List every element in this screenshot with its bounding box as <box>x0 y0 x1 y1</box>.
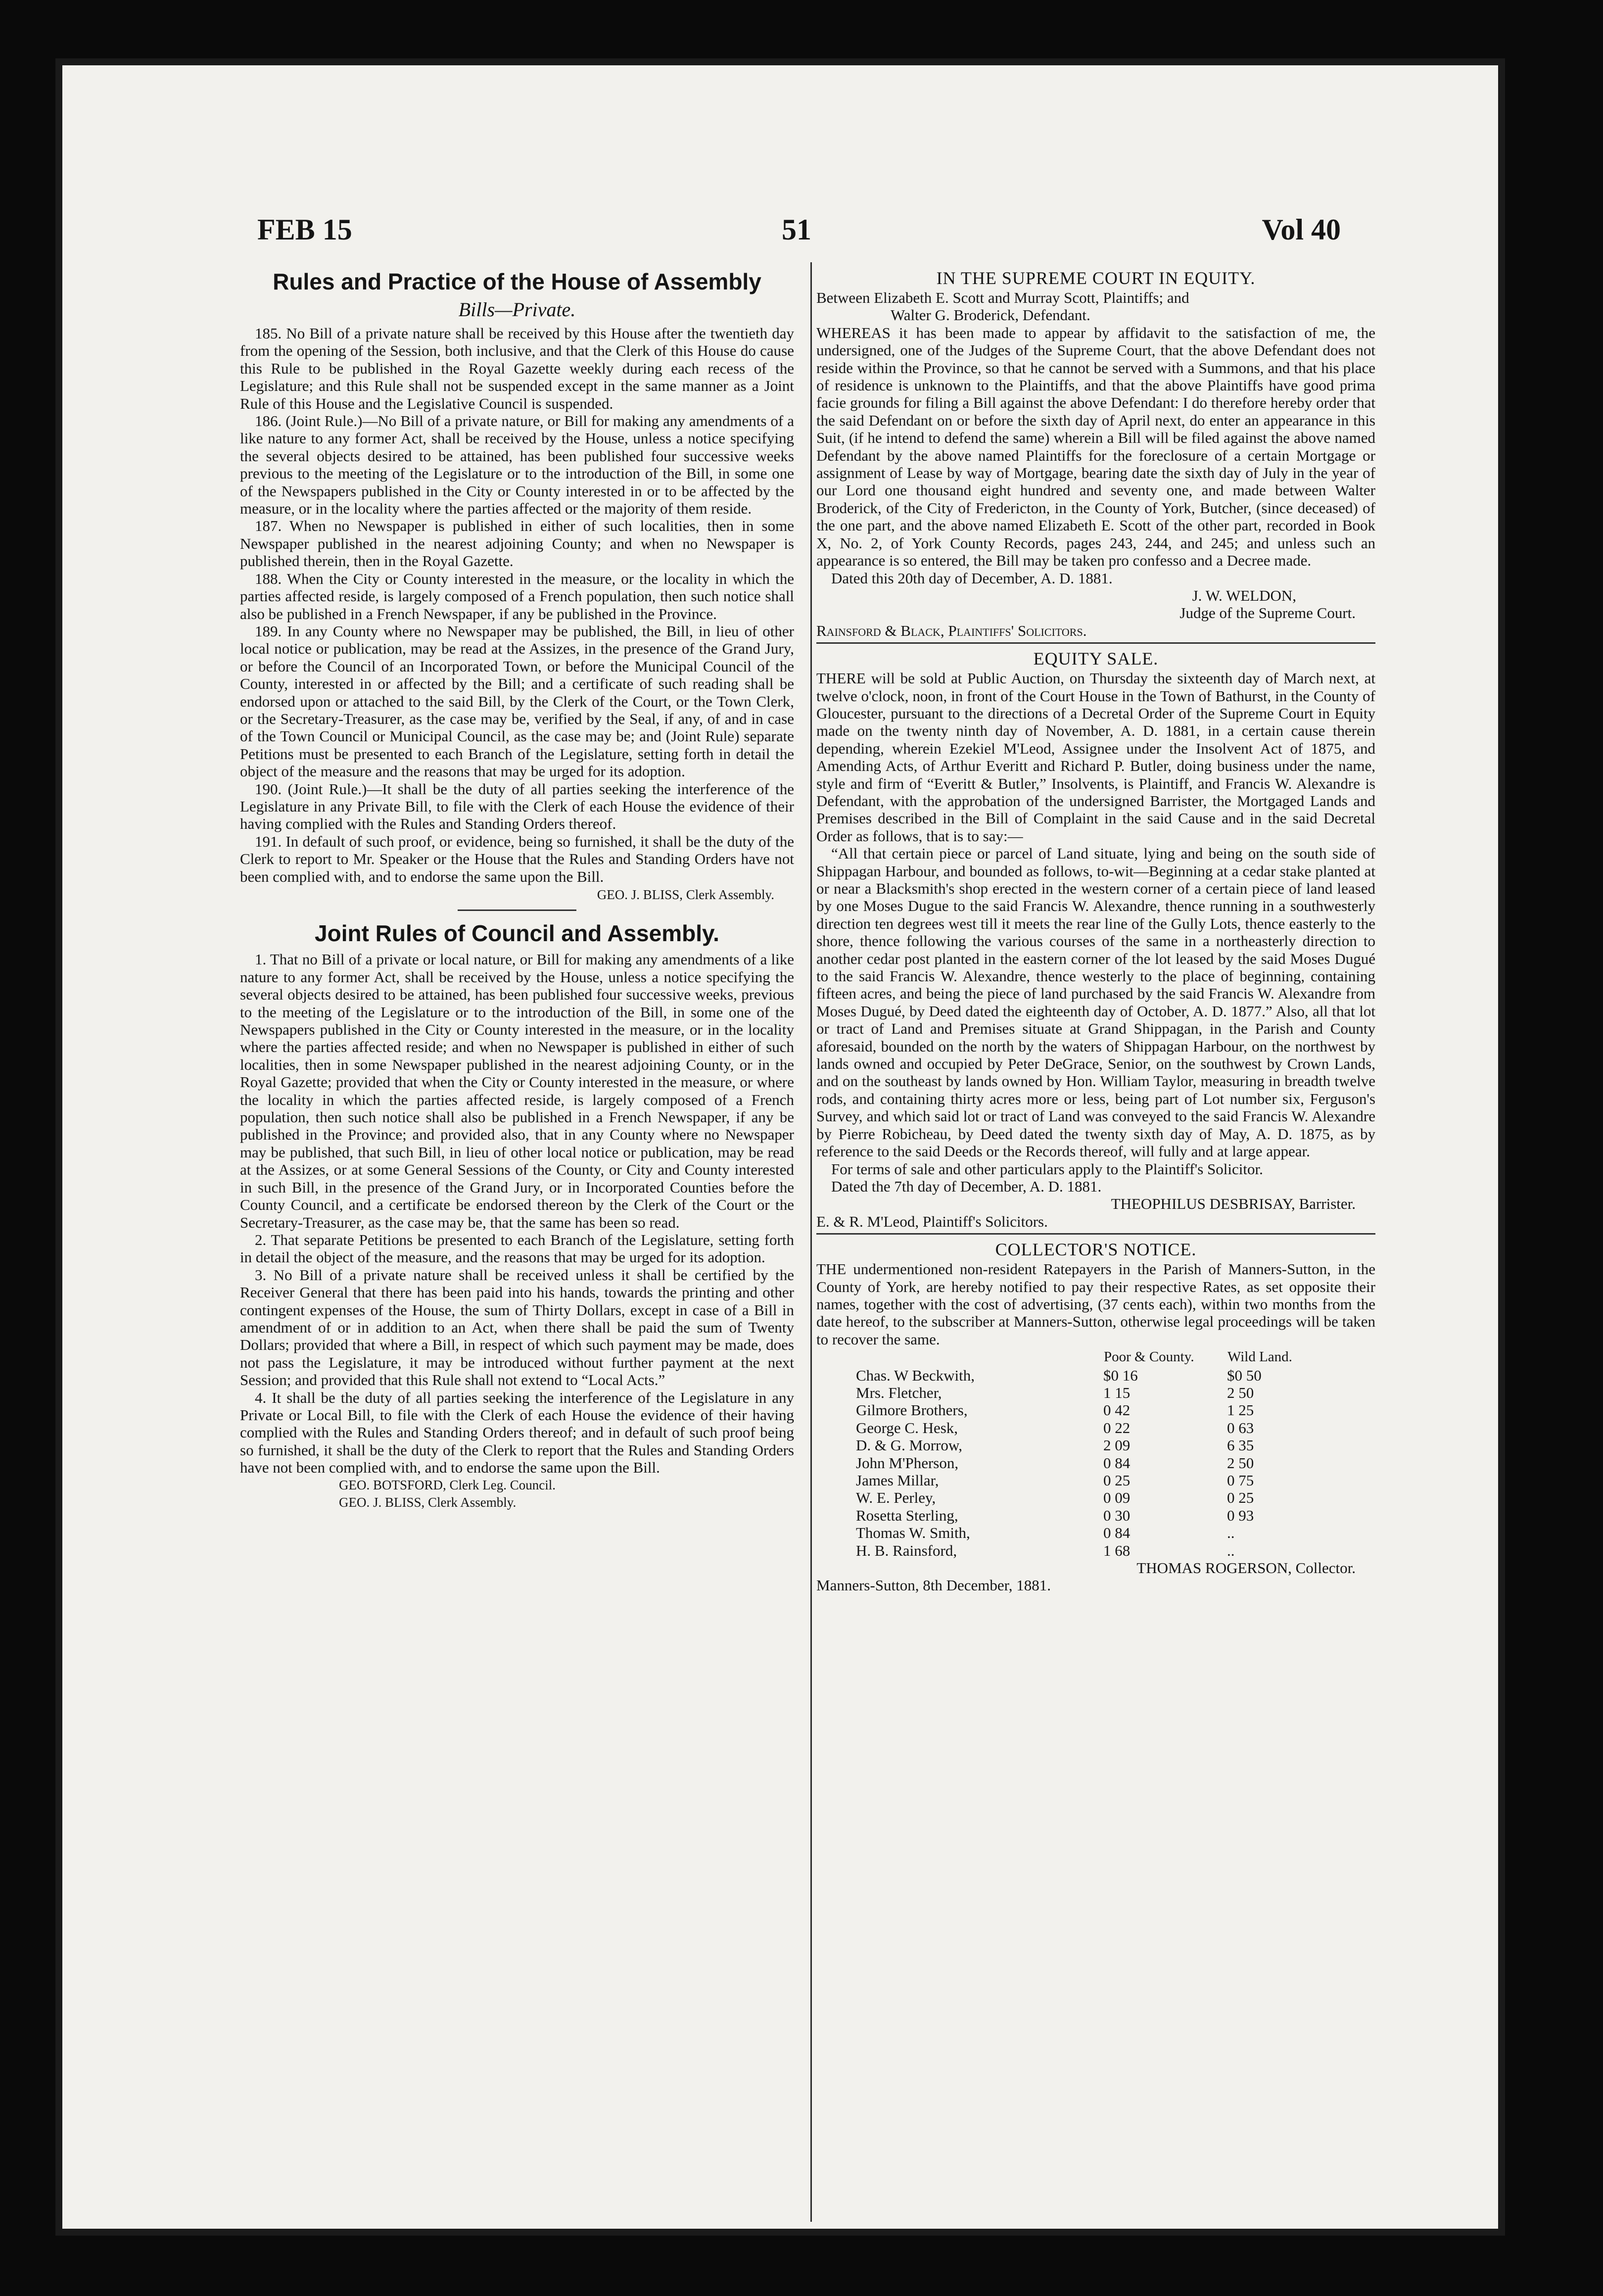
collector-dated: Manners-Sutton, 8th December, 1881. <box>816 1577 1051 1594</box>
ratepayer-row <box>856 1384 1336 1401</box>
joint-rule-paragraph: 4. It shall be the duty of all parties seeking the interference of the Legislature in any Private or Local Bill, to file with the Clerk of each House the evidence of their having complied with the Rules and Standing Orders thereof; and in default of such proof being so furnished, it shall be the duty of the Clerk to report that the Rules and Standing Orders have not been complied with, and to endorse the same upon the Bill. <box>240 1388 794 1477</box>
court-parties-defendant: Walter G. Broderick, Defendant. <box>891 306 1090 324</box>
ratepayer-name: H. B. Rainsford, <box>856 1541 957 1559</box>
ratepayer-row <box>856 1489 1336 1506</box>
court-body: WHEREAS it has been made to appear by affidavit to the satisfaction of me, the undersigned, one of the Judges of the Supreme Court, that the above Defendant does not reside within the Province, so that he cannot be served with a Summons, and that his place of residence is unknown to the Plaintiffs, and that the above Plaintiffs have good prima facie grounds for filing a Bill against the above Defendant: I do therefore hereby order that the said Defendant on or before the sixth day of April next, do enter an appearance in this Suit, (if he intend to defend the same) wherein a Bill will be filed against the above named Defendant by the above named Plaintiffs for the foreclosure of a certain Mortgage or assignment of Lease by way of Mortgage, bearing date the sixth day of July in the year of our Lord one thousand eight hundred and seventy one, and made between Walter Broderick, of the City of Fredericton, in the County of York, Butcher, (since deceased) of the one part, and the above named Elizabeth E. Scott of the other part, recorded in Book X, No. 2, of York County Records, pages 243, 244, and 245; and unless such an appearance is so entered, the Bill may be taken pro confesso and a Decree made. <box>816 324 1375 570</box>
column-divider <box>810 262 812 2222</box>
equity-barrister: THEOPHILUS DESBRISAY, Barrister. <box>1111 1195 1356 1213</box>
joint-rule-paragraph: 3. No Bill of a private nature shall be received unless it shall be certified by the Receiver General that there has been paid into his hands, towards the printing and other contingent expenses of the House, the sum of Thirty Dollars, except in case of a Bill in amendment of or in addition to an Act, when there shall be paid the sum of Twenty Dollars; provided that where a Bill, in respect of which such payment may be made, does not pass the Legislature, it may be introduced without further payment at the next Session; and provided that this Rule shall not extend to “Local Acts.” <box>240 1266 794 1389</box>
ratepayer-name: John M'Pherson, <box>856 1454 959 1472</box>
court-dated: Dated this 20th day of December, A. D. 1881. <box>831 569 1113 587</box>
court-parties: Between Elizabeth E. Scott and Murray Scott, Plaintiffs; and <box>816 289 1189 306</box>
joint-rules-title: Joint Rules of Council and Assembly. <box>315 920 719 947</box>
court-judge-title: Judge of the Supreme Court. <box>1179 604 1356 622</box>
poor-county-rate: 0 25 <box>1103 1472 1131 1489</box>
equity-body: THERE will be sold at Public Auction, on Thursday the sixteenth day of March next, at twelve o'clock, noon, in front of the Court House in the Town of Bathurst, in the County of Gloucester, pursuant to the directions of a Decretal Order of the Supreme Court in Equity made on the twenty ninth day of November, A. D. 1881, in a certain cause therein depending, wherein Ezekiel M'Leod, Assignee under the Insolvent Act of 1875, and Amending Acts, of Arthur Everitt and Richard P. Butler, doing business under the name, style and firm of “Everitt & Butler,” Insolvents, is Plaintiff, and Francis W. Alexandre is Defendant, with the approbation of the undersigned Barrister, the Mortgaged Lands and Premises described in the Bill of Complaint in the said Cause and in the said Decretal Order as follows, that is to say:— <box>816 670 1375 845</box>
joint-signature-assembly: GEO. J. BLISS, Clerk Assembly. <box>339 1495 517 1510</box>
section-rule <box>458 909 576 911</box>
ratepayer-row <box>856 1436 1336 1454</box>
ratepayer-row <box>856 1419 1336 1436</box>
ratepayer-name: Thomas W. Smith, <box>856 1524 970 1542</box>
rule-paragraph: 185. No Bill of a private nature shall be received by this House after the twentieth day from the opening of the Session, both inclusive, and that the Clerk of this House do cause this Rule to be published in the Royal Gazette weekly during each recess of the Legislature; and this Rule shall not be suspended except in the same manner as a Joint Rule of this House and the Legislative Council is suspended. <box>240 325 794 412</box>
poor-county-rate: 0 30 <box>1103 1506 1131 1524</box>
court-judge: J. W. WELDON, <box>1192 586 1296 604</box>
ratepayer-name: D. & G. Morrow, <box>856 1436 962 1454</box>
wild-land-rate: 0 75 <box>1227 1472 1254 1489</box>
ratepayer-row <box>856 1507 1336 1524</box>
section-rule <box>816 1233 1375 1235</box>
poor-county-rate: 0 84 <box>1103 1524 1131 1542</box>
ratepayer-row <box>856 1454 1336 1472</box>
collector-body: THE undermentioned non-resident Ratepayers in the Parish of Manners-Sutton, in the County of York, are hereby notified to pay their respective Rates, as set opposite their names, together with the cost of advertising, (37 cents each), within two months from the date hereof, to the subscriber at Manners-Sutton, otherwise legal proceedings will be taken to recover the same. <box>816 1260 1375 1348</box>
wild-land-rate: .. <box>1227 1524 1235 1542</box>
poor-county-rate: 0 84 <box>1103 1454 1131 1472</box>
court-solicitors: Rainsford & Black, Plaintiffs' Solicitors. <box>816 622 1087 639</box>
ratepayer-row <box>856 1401 1336 1419</box>
wild-land-rate: 0 25 <box>1227 1489 1254 1507</box>
joint-rule-paragraph: 2. That separate Petitions be presented to each Branch of the Legislature, setting forth in detail the object of the measure, and the reasons that may be urged for its adoption. <box>240 1231 794 1266</box>
court-title: IN THE SUPREME COURT IN EQUITY. <box>936 268 1256 288</box>
poor-county-rate: 0 42 <box>1103 1401 1131 1419</box>
rule-paragraph: 189. In any County where no Newspaper may be published, the Bill, in lieu of other local notice or publication, may be read at the Assizes, in the presence of the Grand Jury, or before the Council of an Incorporated Town, or before the Municipal Council of the County, interested in or affected by the Bill; and a certificate of such reading shall be endorsed upon or attached to the said Bill, by the Clerk of the Court, or the Town Clerk, or the Secretary-Treasurer, as the case may be, verified by the Seal, if any, of and in case of the Town Council or Municipal Council, as the case may be; and (Joint Rule) separate Petitions must be presented to each Branch of the Legislature, setting forth in detail the object of the measure and the reasons that may be urged for its adoption. <box>240 622 794 780</box>
rule-paragraph: 187. When no Newspaper is published in either of such localities, then in some Newspaper published in the nearest adjoining County; and when no Newspaper is published therein, then in the Royal Gazette. <box>240 517 794 570</box>
equity-dated: Dated the 7th day of December, A. D. 1881. <box>831 1177 1102 1195</box>
ratepayer-row <box>856 1542 1336 1559</box>
right-column <box>816 267 1375 1594</box>
ratepayer-name: Rosetta Sterling, <box>856 1506 958 1524</box>
ratepayer-row <box>856 1524 1336 1541</box>
ratepayer-name: James Millar, <box>856 1472 939 1489</box>
wild-land-rate: $0 50 <box>1227 1366 1262 1384</box>
equity-solicitors: E. & R. M'Leod, Plaintiff's Solicitors. <box>816 1212 1048 1230</box>
page-number: 51 <box>782 213 811 246</box>
collector-signature: THOMAS ROGERSON, Collector. <box>1136 1559 1356 1577</box>
poor-county-rate: 1 68 <box>1103 1541 1131 1559</box>
column-header: Wild Land. <box>1227 1349 1292 1365</box>
issue-date: FEB 15 <box>257 213 352 246</box>
poor-county-rate: 1 15 <box>1103 1384 1131 1401</box>
poor-county-rate: 2 09 <box>1103 1436 1131 1454</box>
ratepayer-row <box>856 1472 1336 1489</box>
poor-county-rate: $0 16 <box>1103 1366 1138 1384</box>
wild-land-rate: 1 25 <box>1227 1401 1254 1419</box>
column-header: Poor & County. <box>1104 1349 1194 1365</box>
rule-paragraph: 186. (Joint Rule.)—No Bill of a private nature, or Bill for making any amendments of a like nature to any former Act, shall be received by the House, unless a notice specifying the several objects desired to be attained, has been published four successive weeks previous to the meeting of the Legislature or to the introduction of the Bill, in some one of the Newspapers published in the City or County interested in or to be affected by the measure, or in the locality where the parties affected or the majority of them reside. <box>240 412 794 518</box>
ratepayer-name: Gilmore Brothers, <box>856 1401 968 1419</box>
page-header <box>257 213 1341 252</box>
poor-county-rate: 0 09 <box>1103 1489 1131 1507</box>
equity-description: “All that certain piece or parcel of Land situate, lying and being on the south side of Shippagan Harbour, and bounded as follows, to-wit—Beginning at a cedar stake planted at or near a Blacksmith's shop erected in the western corner of a certain piece of land leased by one Moses Dugue to the said Francis W. Alexandre, thence running in a southwesterly direction ten degrees west till it meets the rear line of the Gully Lots, thence easterly to the shore, thence following the various courses of the same in a northeasterly direction to another cedar post planted in the eastern corner of the lot leased by the said Moses Dugué to the said Francis W. Alexandre, thence westerly to the place of beginning, containing fifteen acres, and being the piece of land purchased by the said Francis W. Alexandre from Moses Dugué, by Deed dated the eighteenth day of October, A. D. 1877.” Also, all that lot or tract of Land and Premises situate at Grand Shippagan, in the Parish and County aforesaid, bounded on the north by the waters of Shippagan Harbour, on the northwest by lands owned and occupied by Peter DeGrace, Senior, on the southwest by Crown Lands, and on the southeast by lands owned by Hon. William Taylor, measuring in breadth twelve rods, and containing thirty acres more or less, being part of Lot number six, Ferguson's Survey, and which said lot or tract of Land was conveyed to the said Francis W. Alexandre by Pierre Robicheau, by Deed dated the twenty sixth day of May, A. D. 1875, as by reference to the said Deeds or the Records thereof, will fully and at large appear. <box>816 845 1375 1160</box>
left-column <box>240 267 794 1511</box>
rules-title: Rules and Practice of the House of Assembly <box>273 269 761 294</box>
joint-signature-council: GEO. BOTSFORD, Clerk Leg. Council. <box>339 1477 556 1492</box>
equity-title: EQUITY SALE. <box>1033 649 1159 669</box>
rates-table <box>856 1348 1336 1559</box>
joint-rule-paragraph: 1. That no Bill of a private or local nature, or Bill for making any amendments of a like nature to any former Act, shall be received by the House, unless a notice specifying the several objects desired to be attained, has been published four successive weeks, previous to the meeting of the Legislature or to the introduction of the Bill, in some one of the Newspapers published in the City or County interested in the measure, or in the locality where the parties affected reside; and when no Newspaper is published in either of such localities, then in some Newspaper published in the nearest adjoining County, or in the Royal Gazette; provided that when the City or County interested in the measure, or where the locality in which the parties affected reside, is largely composed of a French population, then such notice shall also be published in a French Newspaper, if any be published in the Province; and provided also, that in any County where no Newspaper may be published, that such Bill, in lieu of other local notice or publication, may be read at the Assizes, or at some General Sessions of the County, or City and County interested in such Bill, in the presence of the Grand Jury, or in Incorporated Counties before the County Council, and a certificate be endorsed thereon by the Clerk of the Court or the Secretary-Treasurer, as the case may be, that the same has been so read. <box>240 951 794 1231</box>
wild-land-rate: 0 63 <box>1227 1419 1254 1436</box>
ratepayer-name: George C. Hesk, <box>856 1419 958 1436</box>
equity-terms: For terms of sale and other particulars apply to the Plaintiff's Solicitor. <box>831 1160 1263 1178</box>
collector-title: COLLECTOR'S NOTICE. <box>995 1240 1197 1260</box>
section-rule <box>816 642 1375 644</box>
joint-rules-list <box>240 951 794 1476</box>
ratepayer-name: Mrs. Fletcher, <box>856 1384 942 1401</box>
wild-land-rate: 0 93 <box>1227 1506 1254 1524</box>
wild-land-rate: 2 50 <box>1227 1384 1254 1401</box>
rule-paragraph: 190. (Joint Rule.)—It shall be the duty of all parties seeking the interference of the Legislature in any Private Bill, to file with the Clerk of each House the evidence of their having complied with the Rules and Standing Orders thereof. <box>240 780 794 833</box>
ratepayer-name: Chas. W Beckwith, <box>856 1366 975 1384</box>
volume-number: Vol 40 <box>1262 213 1341 246</box>
wild-land-rate: .. <box>1227 1541 1235 1559</box>
rule-paragraph: 188. When the City or County interested in the measure, or the locality in which the parties affected reside, is largely composed of a French population, then such notice shall also be published in a French Newspaper, if any be published in the Province. <box>240 570 794 622</box>
ratepayer-row <box>856 1367 1336 1384</box>
rules-subtitle: Bills—Private. <box>458 298 576 321</box>
rules-signature: GEO. J. BLISS, Clerk Assembly. <box>597 887 774 902</box>
poor-county-rate: 0 22 <box>1103 1419 1131 1436</box>
wild-land-rate: 2 50 <box>1227 1454 1254 1472</box>
rules-list <box>240 325 794 885</box>
ratepayer-name: W. E. Perley, <box>856 1489 936 1507</box>
wild-land-rate: 6 35 <box>1227 1436 1254 1454</box>
rule-paragraph: 191. In default of such proof, or evidence, being so furnished, it shall be the duty of the Clerk to report to Mr. Speaker or the House that the Rules and Standing Orders have not been complied with, and to endorse the same upon the Bill. <box>240 832 794 885</box>
